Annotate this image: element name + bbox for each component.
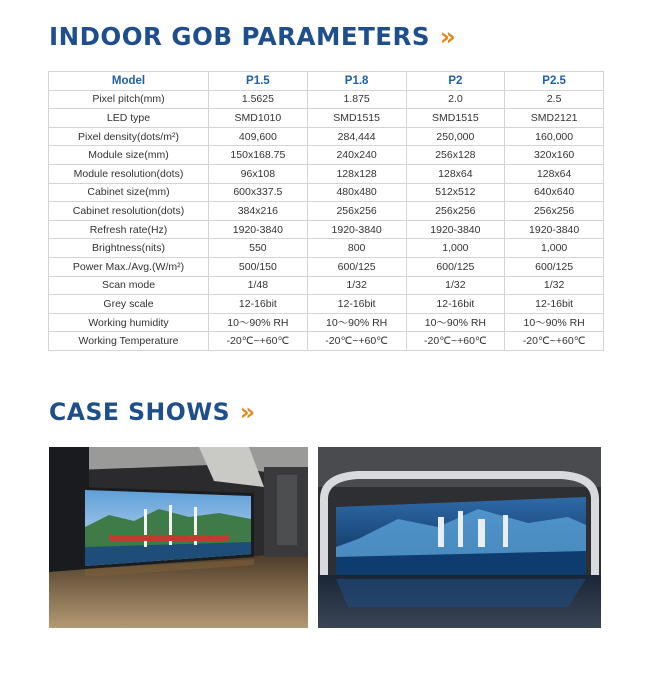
- row-label-cell: Working humidity: [49, 313, 209, 332]
- row-label-cell: Grey scale: [49, 295, 209, 314]
- value-cell: 12-16bit: [406, 295, 505, 314]
- header-cell: Model: [49, 72, 209, 91]
- header-cell: P1.8: [307, 72, 406, 91]
- value-cell: 1.875: [307, 90, 406, 109]
- table-row: [49, 146, 604, 165]
- value-cell: 12-16bit: [209, 295, 308, 314]
- header-cell: P2: [406, 72, 505, 91]
- table-header-row: [49, 72, 604, 91]
- value-cell: 384x216: [209, 202, 308, 221]
- table-row: [49, 164, 604, 183]
- row-label-cell: Working Temperature: [49, 332, 209, 351]
- value-cell: 284,444: [307, 127, 406, 146]
- section-title-parameters: [49, 22, 456, 51]
- row-label-cell: Refresh rate(Hz): [49, 220, 209, 239]
- value-cell: 500/150: [209, 257, 308, 276]
- value-cell: 12-16bit: [505, 295, 604, 314]
- value-cell: 1920-3840: [209, 220, 308, 239]
- header-cell: P2.5: [505, 72, 604, 91]
- value-cell: 600/125: [505, 257, 604, 276]
- value-cell: SMD2121: [505, 109, 604, 128]
- case-photo-lobby-wall: [49, 447, 308, 628]
- value-cell: 600/125: [307, 257, 406, 276]
- value-cell: 150x168.75: [209, 146, 308, 165]
- row-label-cell: Module resolution(dots): [49, 164, 209, 183]
- double-chevron-right-icon: »: [239, 398, 256, 426]
- row-label-cell: Pixel pitch(mm): [49, 90, 209, 109]
- value-cell: 800: [307, 239, 406, 258]
- value-cell: 1920-3840: [505, 220, 604, 239]
- table-row: [49, 109, 604, 128]
- value-cell: 10～90% RH: [505, 313, 604, 332]
- value-cell: SMD1010: [209, 109, 308, 128]
- value-cell: 256x256: [307, 202, 406, 221]
- value-cell: SMD1515: [307, 109, 406, 128]
- value-cell: 10～90% RH: [209, 313, 308, 332]
- table-row: [49, 220, 604, 239]
- section-title-text: CASE SHOWS: [49, 398, 231, 426]
- double-chevron-right-icon: »: [439, 22, 457, 51]
- table-row: [49, 295, 604, 314]
- row-label-cell: Cabinet resolution(dots): [49, 202, 209, 221]
- value-cell: 128x64: [505, 164, 604, 183]
- value-cell: 96x108: [209, 164, 308, 183]
- value-cell: -20℃~+60℃: [209, 332, 308, 351]
- value-cell: 1/48: [209, 276, 308, 295]
- table-row: [49, 90, 604, 109]
- value-cell: 256x256: [406, 202, 505, 221]
- table-row: [49, 332, 604, 351]
- case-photo-arch-screen: [318, 447, 601, 628]
- section-title-text: INDOOR GOB PARAMETERS: [49, 22, 431, 51]
- table-row: [49, 276, 604, 295]
- value-cell: 409,600: [209, 127, 308, 146]
- row-label-cell: LED type: [49, 109, 209, 128]
- value-cell: 160,000: [505, 127, 604, 146]
- row-label-cell: Scan mode: [49, 276, 209, 295]
- header-cell: P1.5: [209, 72, 308, 91]
- table-row: [49, 183, 604, 202]
- value-cell: 320x160: [505, 146, 604, 165]
- table-row: [49, 239, 604, 258]
- value-cell: -20℃~+60℃: [505, 332, 604, 351]
- value-cell: 1,000: [505, 239, 604, 258]
- value-cell: -20℃~+60℃: [307, 332, 406, 351]
- value-cell: 2.5: [505, 90, 604, 109]
- value-cell: 480x480: [307, 183, 406, 202]
- value-cell: 1,000: [406, 239, 505, 258]
- value-cell: 1920-3840: [307, 220, 406, 239]
- table-row: [49, 257, 604, 276]
- value-cell: SMD1515: [406, 109, 505, 128]
- value-cell: 128x64: [406, 164, 505, 183]
- value-cell: 550: [209, 239, 308, 258]
- value-cell: 12-16bit: [307, 295, 406, 314]
- row-label-cell: Pixel density(dots/m²): [49, 127, 209, 146]
- value-cell: 1/32: [307, 276, 406, 295]
- row-label-cell: Power Max./Avg.(W/m²): [49, 257, 209, 276]
- value-cell: 600x337.5: [209, 183, 308, 202]
- value-cell: 256x128: [406, 146, 505, 165]
- section-title-case-shows: [49, 398, 256, 426]
- value-cell: 10～90% RH: [307, 313, 406, 332]
- value-cell: 240x240: [307, 146, 406, 165]
- table-row: [49, 202, 604, 221]
- value-cell: 640x640: [505, 183, 604, 202]
- value-cell: 600/125: [406, 257, 505, 276]
- value-cell: 512x512: [406, 183, 505, 202]
- value-cell: 1/32: [505, 276, 604, 295]
- value-cell: -20℃~+60℃: [406, 332, 505, 351]
- table-row: [49, 127, 604, 146]
- row-label-cell: Module size(mm): [49, 146, 209, 165]
- value-cell: 1920-3840: [406, 220, 505, 239]
- value-cell: 1.5625: [209, 90, 308, 109]
- value-cell: 10～90% RH: [406, 313, 505, 332]
- parameters-table: [48, 71, 604, 351]
- row-label-cell: Brightness(nits): [49, 239, 209, 258]
- value-cell: 2.0: [406, 90, 505, 109]
- value-cell: 250,000: [406, 127, 505, 146]
- table-row: [49, 313, 604, 332]
- value-cell: 128x128: [307, 164, 406, 183]
- value-cell: 1/32: [406, 276, 505, 295]
- value-cell: 256x256: [505, 202, 604, 221]
- row-label-cell: Cabinet size(mm): [49, 183, 209, 202]
